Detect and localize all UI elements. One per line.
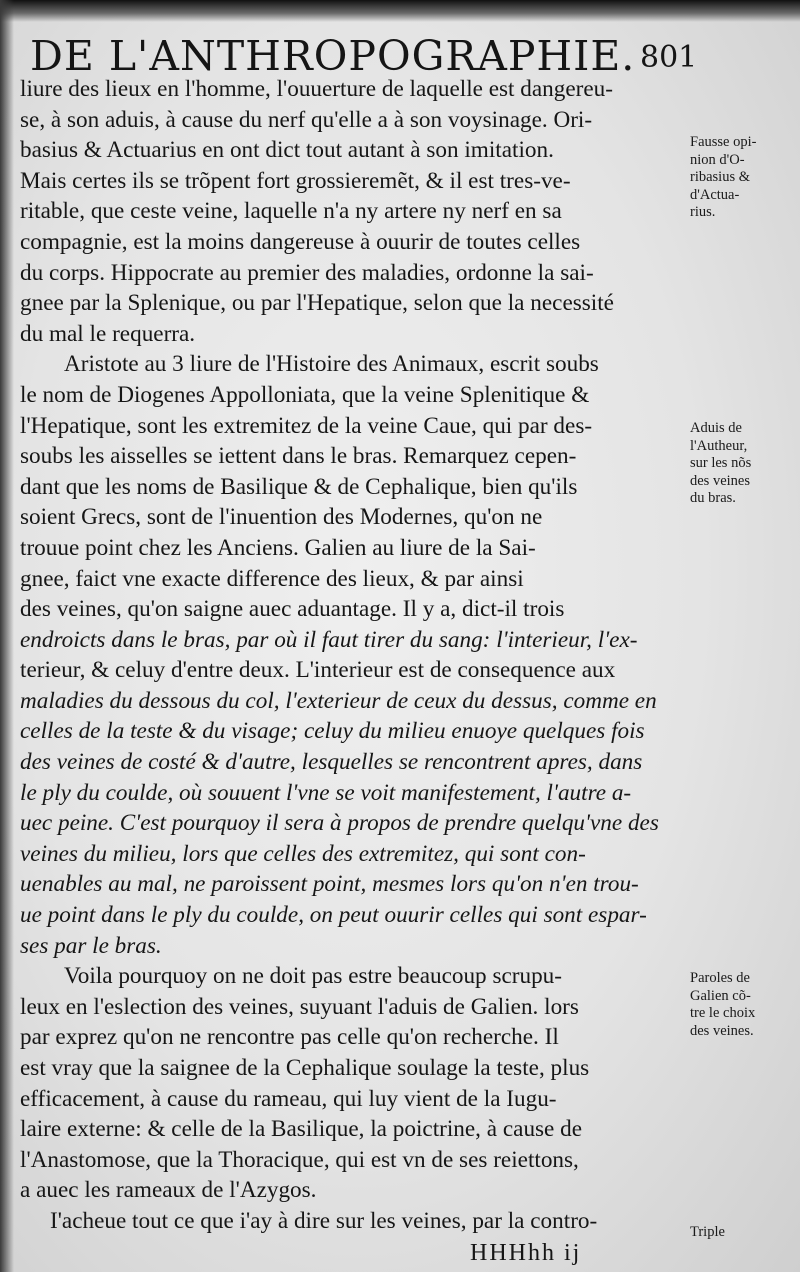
text-line: a auec les rameaux de l'Azygos.: [20, 1177, 317, 1204]
text-line: soient Grecs, sont de l'inuention des Modernes, qu'on ne: [20, 504, 543, 531]
text-line: est vray que la saignee de la Cephalique soulage la teste, plus: [20, 1055, 590, 1081]
text-line: basius & Actuarius en ont dict tout autant à son imitation.: [20, 137, 554, 164]
left-edge-shadow: [0, 0, 14, 1272]
margin-note-line: sur les nõs: [690, 455, 752, 471]
text-line: dant que les noms de Basilique & de Cephalique, bien qu'ils: [20, 473, 578, 500]
text-line: gnee par la Splenique, ou par l'Hepatique, selon que la necessité: [20, 290, 614, 317]
margin-note-line: Aduis de: [690, 420, 742, 436]
text-line: le ply du coulde, où souuent l'vne se voit manifestement, l'autre a-: [20, 779, 632, 806]
text-line: se, à son aduis, à cause du nerf qu'elle a à son voysinage. Ori-: [20, 106, 593, 133]
text-line: endroicts dans le bras, par où il faut tirer du sang: l'interieur, l'ex-: [20, 626, 638, 653]
margin-note-fausse-opinion: [690, 134, 796, 222]
main-text: [20, 74, 688, 1237]
text-line: liure des lieux en l'homme, l'ouuerture de laquelle est dangereu-: [20, 76, 613, 102]
margin-note-line: l'Autheur,: [690, 437, 748, 454]
margin-note-line: ribasius &: [690, 169, 751, 185]
text-line: du corps. Hippocrate au premier des maladies, ordonne la sai-: [20, 259, 594, 286]
margin-note-aduis-autheur: [690, 420, 796, 508]
text-line: du mal le requerra.: [20, 320, 196, 347]
margin-note-line: des veines: [690, 472, 750, 489]
text-line: efficacement, à cause du rameau, qui luy vient de la Iugu-: [20, 1085, 557, 1112]
margin-note-line: des veines.: [690, 1022, 754, 1039]
text-line: uenables au mal, ne paroissent point, mesmes lors qu'on n'en trou-: [20, 871, 639, 898]
text-line: I'acheue tout ce que i'ay à dire sur les veines, par la contro-: [50, 1207, 598, 1234]
margin-note-line: d'Actua-: [690, 186, 740, 203]
text-line: laire externe: & celle de la Basilique, la poictrine, à cause de: [20, 1116, 583, 1143]
margin-note-triple: [690, 1224, 796, 1242]
text-line: terieur, & celuy d'entre deux. L'interieur est de consequence aux: [20, 657, 616, 684]
text-line: celles de la teste & du visage; celuy du milieu enuoye quelques fois: [20, 718, 645, 745]
margin-note-line: nion d'O-: [690, 151, 745, 168]
text-line: Mais certes ils se trõpent fort grossieremẽt, & il est tres-ve-: [20, 167, 571, 194]
text-line: compagnie, est la moins dangereuse à ouurir de toutes celles: [20, 228, 581, 255]
margin-note-line: Triple: [690, 1224, 725, 1240]
text-line: des veines de costé & d'autre, lesquelles se rencontrent apres, dans: [20, 749, 643, 776]
text-line: soubs les aisselles se iettent dans le bras. Remarquez cepen-: [20, 443, 577, 470]
page-number: 801: [640, 40, 698, 75]
text-line: l'Hepatique, sont les extremitez de la veine Caue, qui par des-: [20, 412, 593, 439]
margin-note-line: du bras.: [690, 490, 736, 506]
text-line: par exprez qu'on ne rencontre pas celle qu'on recherche. Il: [20, 1024, 559, 1051]
margin-note-line: Galien cõ-: [690, 987, 751, 1004]
text-line: ue point dans le ply du coulde, on peut ouurir celles qui sont espar-: [20, 902, 647, 929]
text-line: gnee, faict vne exacte difference des lieux, & par ainsi: [20, 565, 524, 592]
margin-note-line: rius.: [690, 204, 716, 220]
running-head: DE L'ANTHROPOGRAPHIE.: [30, 32, 636, 80]
margin-note-line: Fausse opi-: [690, 134, 757, 150]
top-edge-shadow: [0, 0, 800, 22]
text-line: des veines, qu'on saigne auec aduantage. Il y a, dict-il trois: [20, 596, 565, 623]
text-line: uec peine. C'est pourquoy il sera à propos de prendre quelqu'vne des: [20, 810, 659, 837]
text-line: veines du milieu, lors que celles des extremitez, qui sont con-: [20, 840, 586, 867]
text-line: Aristote au 3 liure de l'Histoire des Animaux, escrit soubs: [64, 351, 599, 378]
margin-note-line: Paroles de: [690, 970, 750, 986]
text-line: le nom de Diogenes Appolloniata, que la veine Splenitique &: [20, 381, 590, 408]
margin-note-line: tre le choix: [690, 1005, 756, 1021]
text-line: maladies du dessous du col, l'exterieur de ceux du dessus, comme en: [20, 687, 657, 714]
text-line: l'Anastomose, que la Thoracique, qui est vn de ses reiettons,: [20, 1146, 579, 1173]
text-line: Voila pourquoy on ne doit pas estre beaucoup scrupu-: [64, 963, 562, 990]
signature-mark: HHHhh ij: [470, 1240, 582, 1266]
text-line: ritable, que ceste veine, laquelle n'a ny artere ny nerf en sa: [20, 198, 562, 225]
text-line: trouue point chez les Anciens. Galien au liure de la Sai-: [20, 534, 536, 561]
text-line: ses par le bras.: [20, 932, 162, 959]
text-line: leux en l'eslection des veines, suyuant l'aduis de Galien. lors: [20, 993, 579, 1020]
margin-note-paroles-galien: [690, 970, 796, 1040]
